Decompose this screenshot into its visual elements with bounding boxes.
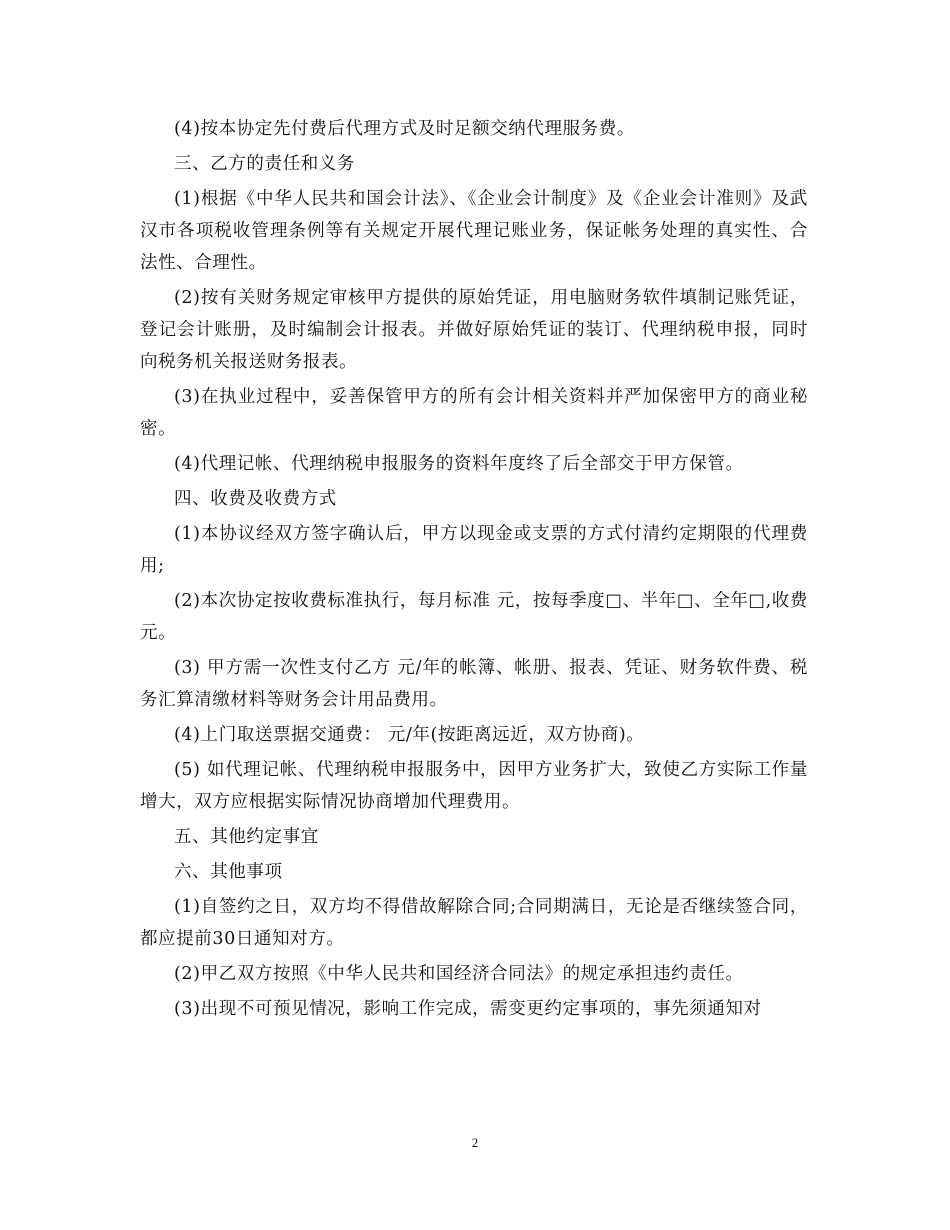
section-heading: 三、乙方的责任和义务 [174,154,355,174]
clause-paragraph: (2)本次协定按收费标准执行，每月标准 元，按每季度□、半年□、全年□,收费 元。 [140,591,808,643]
clause-paragraph: (3) 甲方需一次性支付乙方 元/年的帐簿、帐册、报表、凭证、财务软件费、税务汇算清缴材料等财务会计用品费用。 [140,658,808,710]
clause-paragraph: (4)按本协定先付费后代理方式及时足额交纳代理服务费。 [174,119,635,139]
section-heading: 五、其他约定事宜 [174,827,319,847]
clause-paragraph: (3)在执业过程中，妥善保管甲方的所有会计相关资料并严加保密甲方的商业秘密。 [140,387,808,439]
clause-paragraph: (1)自签约之日，双方均不得借故解除合同;合同期满日，无论是否继续签合同，都应提前30日通知对方。 [140,897,808,949]
clause-paragraph: (4)代理记帐、代理纳税申报服务的资料年度终了后全部交于甲方保管。 [174,454,744,474]
clause-paragraph: (2)按有关财务规定审核甲方提供的原始凭证，用电脑财务软件填制记账凭证，登记会计账册，及时编制会计报表。并做好原始凭证的装订、代理纳税申报，同时向税务机关报送财务报表。 [140,288,808,372]
clause-paragraph: (1)根据《中华人民共和国会计法》、《企业会计制度》及《企业会计准则》及武汉市各项税收管理条例等有关规定开展代理记账业务，保证帐务处理的真实性、合法性、合理性。 [140,189,808,273]
document-body [140,113,808,1028]
clause-paragraph: (1)本协议经双方签字确认后，甲方以现金或支票的方式付清约定期限的代理费用; [140,524,808,576]
clause-paragraph: (4)上门取送票据交通费： 元/年(按距离远近，双方协商)。 [174,725,645,745]
section-heading: 六、其他事项 [174,862,283,882]
section-heading: 四、收费及收费方式 [174,489,337,509]
clause-paragraph: (5) 如代理记帐、代理纳税申报服务中，因甲方业务扩大，致使乙方实际工作量增大，双方应根据实际情况协商增加代理费用。 [140,760,808,812]
clause-paragraph: (2)甲乙双方按照《中华人民共和国经济合同法》的规定承担违约责任。 [174,964,744,984]
clause-paragraph: (3)出现不可预见情况，影响工作完成，需变更约定事项的，事先须通知对 [174,999,762,1019]
page-number: 2 [471,1135,479,1150]
